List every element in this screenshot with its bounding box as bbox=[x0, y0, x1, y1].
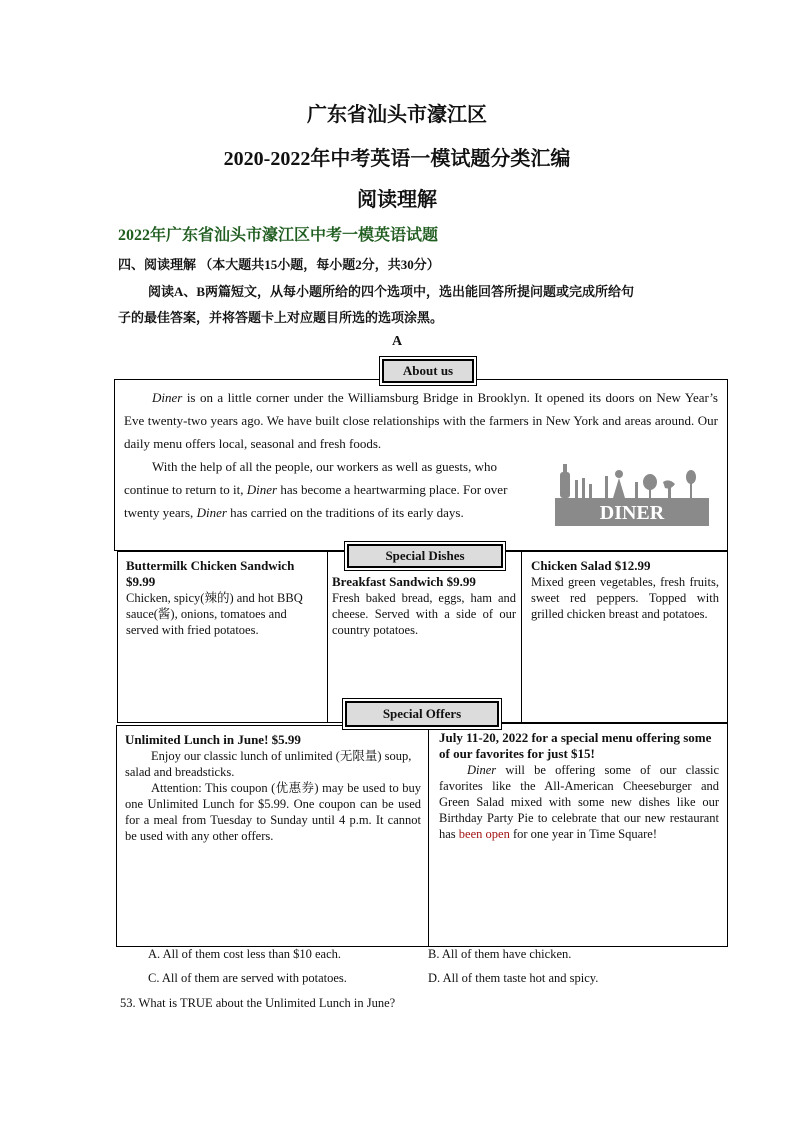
special-offers-label: Special Offers bbox=[345, 701, 499, 727]
diner-name: Diner bbox=[196, 505, 227, 520]
dish-card bbox=[117, 551, 328, 723]
dish-title: Breakfast Sandwich $9.99 bbox=[332, 574, 476, 589]
instruction-line-1: 阅读A、B两篇短文，从每小题所给的四个选项中，选出能回答所提问题或完成所给句 bbox=[148, 284, 635, 299]
part-heading: 四、阅读理解 （本大题共15小题，每小题2分，共30分） bbox=[118, 257, 440, 272]
about-p2-mid: has become a heartwarming place. For over twenty years, bbox=[124, 482, 508, 520]
doc-title-section: 阅读理解 bbox=[357, 189, 437, 211]
dish-description: Mixed green vegetables, fresh fruits, sweet red peppers. Topped with grilled chicken breast and potatoes. bbox=[531, 575, 719, 621]
diner-name: Diner bbox=[152, 390, 183, 405]
exam-title: 2022年广东省汕头市濠江区中考一模英语试题 bbox=[118, 227, 439, 244]
doc-title-region: 广东省汕头市濠江区 bbox=[307, 104, 487, 126]
option-d: D. All of them taste hot and spicy. bbox=[428, 971, 599, 985]
offer-paragraph: Enjoy our classic lunch of unlimited (无限量) soup, salad and breadsticks. bbox=[125, 749, 412, 779]
diner-name: Diner bbox=[246, 482, 278, 497]
dish-title: Chicken Salad $12.99 bbox=[531, 558, 651, 573]
about-paragraph-2 bbox=[124, 455, 544, 524]
option-c: C. All of them are served with potatoes. bbox=[148, 971, 347, 985]
dish-description: Fresh baked bread, eggs, ham and cheese. Served with a side of our country potatoes. bbox=[332, 591, 516, 637]
diner-name: Diner bbox=[467, 763, 497, 777]
special-dishes-label: Special Dishes bbox=[347, 544, 503, 568]
about-box bbox=[114, 379, 728, 551]
dish-description: Chicken, spicy(辣的) and hot BBQ sauce(酱), onions, tomatoes and served with fried potatoes. bbox=[126, 591, 303, 637]
dish-card bbox=[521, 551, 728, 723]
about-p2-start: With the help of all the people, our workers as well as guests, who continue to return to it, bbox=[124, 459, 497, 497]
doc-title-main: 2020-2022年中考英语一模试题分类汇编 bbox=[223, 148, 571, 170]
offer-paragraph bbox=[439, 762, 719, 842]
offer-title: Unlimited Lunch in June! $5.99 bbox=[125, 732, 301, 747]
passage-letter: A bbox=[392, 334, 403, 349]
option-b: B. All of them have chicken. bbox=[428, 947, 572, 961]
instruction-line-2: 子的最佳答案，并将答题卡上对应题目所选的选项涂黑。 bbox=[118, 310, 444, 325]
offer-card-left bbox=[116, 725, 429, 947]
dish-card bbox=[327, 551, 522, 723]
about-p2-end: has carried on the traditions of its early days. bbox=[226, 505, 464, 520]
highlight-text: been open bbox=[458, 827, 510, 841]
offer-title: July 11-20, 2022 for a special menu offering some of our favorites for just $15! bbox=[439, 730, 712, 761]
offer-paragraph: Attention: This coupon (优惠券) may be used to buy one Unlimited Lunch for $5.99. One coupon can be used for a meal from Tuesday to Sunday until 4 p.m. It cannot be used with any other offers. bbox=[125, 781, 421, 843]
diner-logo bbox=[555, 460, 709, 526]
offer-card-right bbox=[428, 723, 728, 947]
dish-title: Buttermilk Chicken Sandwich $9.99 bbox=[126, 558, 295, 589]
logo-text: DINER bbox=[599, 502, 665, 524]
offer-text: will be offering some of our classic favorites like the All-American Cheeseburger and Green Salad mixed with some new dishes like our Birthday Party Pie to celebrate that our new restaurant has bbox=[439, 763, 719, 841]
about-us-label: About us bbox=[382, 359, 474, 383]
question-53: 53. What is TRUE about the Unlimited Lunch in June? bbox=[120, 996, 396, 1010]
option-a: A. All of them cost less than $10 each. bbox=[148, 947, 342, 961]
utensils-icon bbox=[555, 460, 709, 526]
offer-text: for one year in Time Square! bbox=[509, 827, 658, 841]
about-p1-text: is on a little corner under the Williamsburg Bridge in Brooklyn. It opened its doors on New Year’s Eve twenty-two years ago. We have built close relationships with the farmers in New York and areas around. Our daily menu offers local, seasonal and fresh foods. bbox=[124, 390, 718, 451]
about-paragraph-1 bbox=[124, 386, 718, 455]
